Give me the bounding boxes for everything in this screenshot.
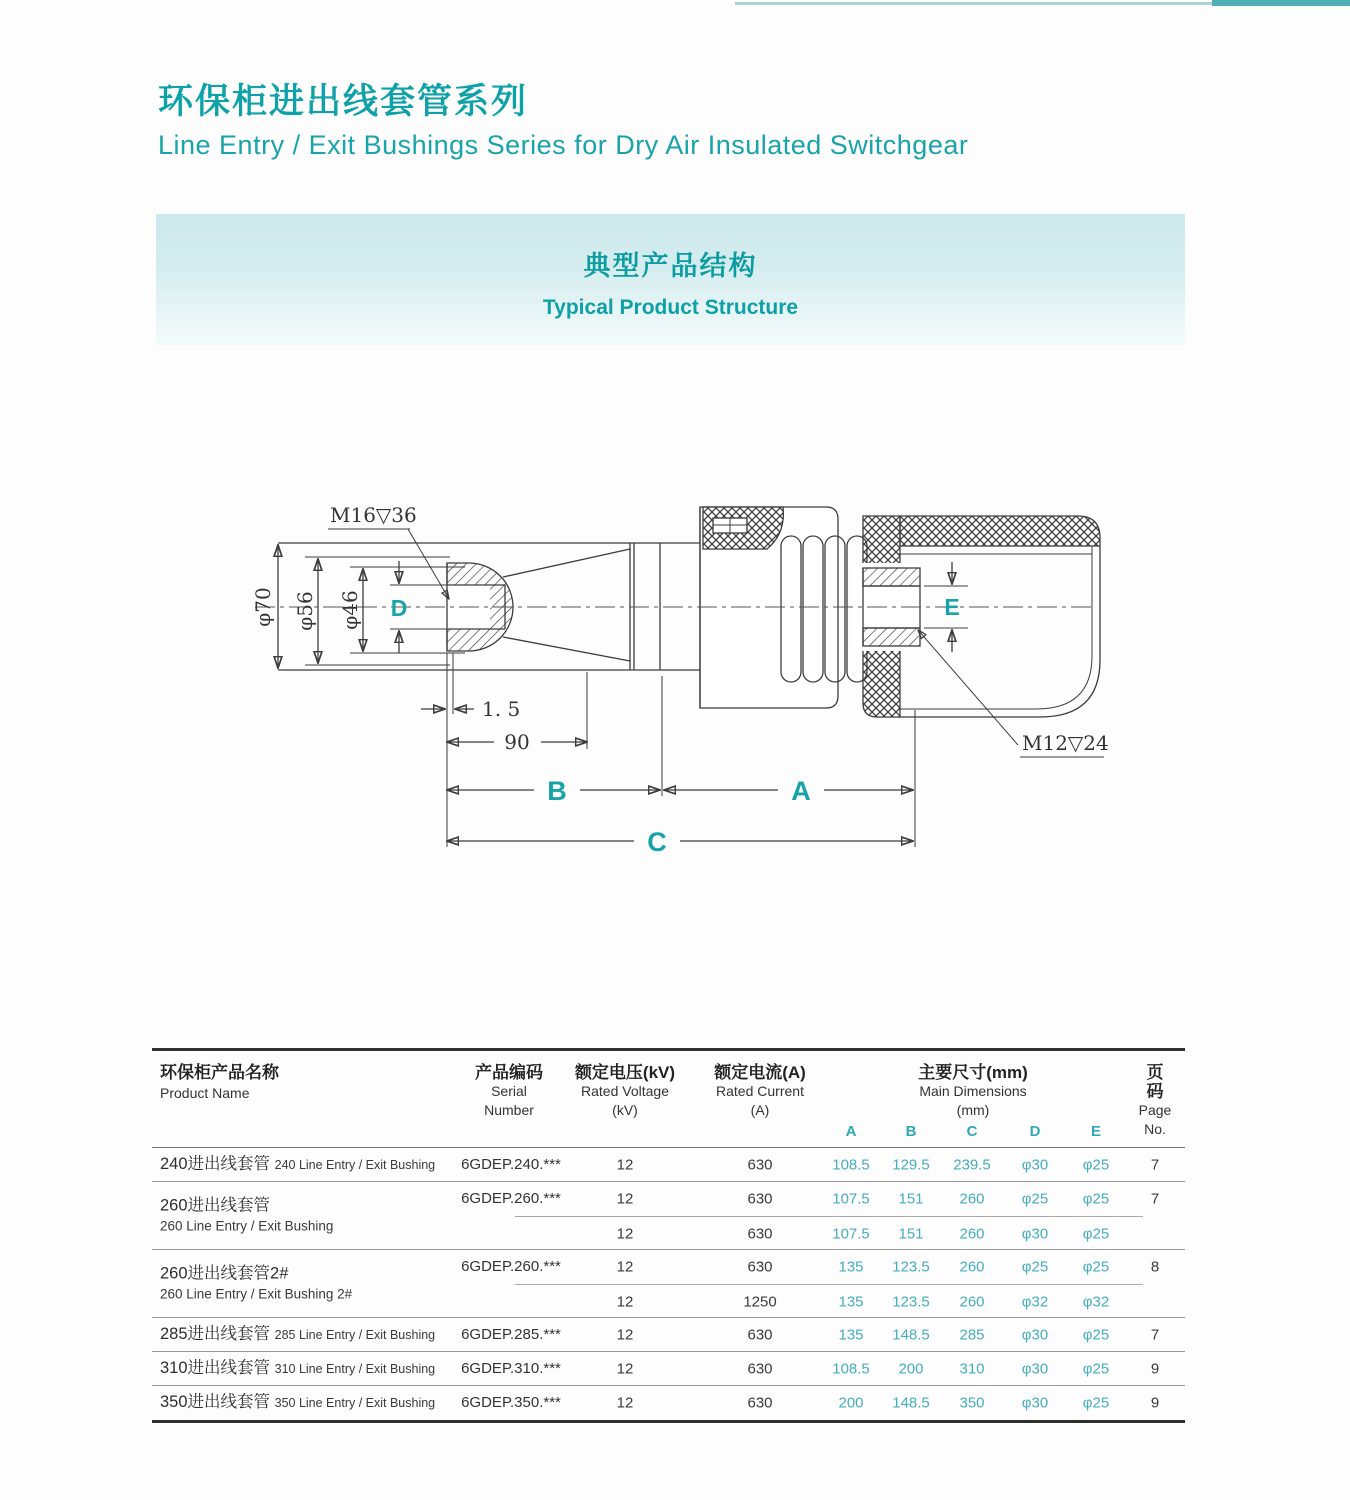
dim-label-e: E <box>944 594 960 620</box>
spec-table-body <box>152 1148 1185 1420</box>
page-cell: 7 <box>1150 1156 1160 1174</box>
dim-b-cell: 123.5 <box>892 1293 930 1310</box>
technical-drawing <box>150 430 1190 880</box>
dim-label-a: A <box>791 776 811 806</box>
callout-m12: M12▽24 <box>1022 731 1109 755</box>
header-serial: 产品编码 Serial Number <box>475 1063 543 1118</box>
current-cell: 630 <box>747 1156 773 1174</box>
header-page: 页码 Page No. <box>1138 1063 1172 1137</box>
header-product-name: 环保柜产品名称 Product Name <box>160 1063 279 1101</box>
top-border-accent <box>1212 0 1350 6</box>
table-row-group <box>152 1352 1185 1386</box>
product-name-en: 260 Line Entry / Exit Bushing 2# <box>160 1286 353 1301</box>
current-cell: 630 <box>747 1258 773 1276</box>
voltage-cell: 12 <box>616 1258 634 1276</box>
subrows <box>515 1386 1185 1420</box>
dim-c-cell: 285 <box>959 1326 985 1344</box>
dim-c-cell: 260 <box>959 1190 985 1208</box>
subrows <box>515 1250 1185 1318</box>
dim-c-cell: 350 <box>959 1394 985 1412</box>
product-name-zh: 350进出线套管 <box>160 1393 275 1411</box>
dim-d-cell: φ25 <box>1021 1258 1049 1276</box>
dim-d-cell: φ30 <box>1021 1156 1049 1174</box>
dim-dia70: φ70 <box>251 587 275 627</box>
dim-d-cell: φ25 <box>1021 1190 1049 1208</box>
serial-cell: 6GDEP.310.*** <box>461 1360 561 1377</box>
dim-b-cell: 148.5 <box>892 1326 930 1344</box>
dim-d-cell: φ32 <box>1021 1293 1049 1310</box>
product-name-en: 310 Line Entry / Exit Bushing <box>274 1361 436 1376</box>
table-row <box>515 1182 1160 1216</box>
current-cell: 630 <box>747 1360 773 1378</box>
dim-c-cell: 239.5 <box>953 1156 991 1174</box>
table-row <box>515 1352 1160 1386</box>
product-name-en: 350 Line Entry / Exit Bushing <box>274 1396 436 1410</box>
dim-c-cell: 260 <box>959 1258 985 1276</box>
dim-e-cell: φ25 <box>1082 1394 1110 1412</box>
voltage-cell: 12 <box>616 1360 634 1378</box>
voltage-cell: 12 <box>616 1190 634 1208</box>
header-dim-d: D <box>1029 1123 1041 1140</box>
banner-title-zh: 典型产品结构 <box>583 251 758 281</box>
table-row <box>515 1318 1160 1352</box>
serial-cell: 6GDEP.260.*** <box>461 1258 561 1275</box>
callout-m16: M16▽36 <box>330 503 417 527</box>
dim-e-cell: φ25 <box>1082 1258 1110 1276</box>
product-name-zh: 260进出线套管 <box>160 1196 271 1214</box>
page-title-en: Line Entry / Exit Bushings Series for Dry Air Insulated Switchgear <box>158 130 969 160</box>
subrows <box>515 1318 1185 1352</box>
page-cell: 8 <box>1150 1258 1160 1276</box>
subrows <box>515 1352 1185 1386</box>
page-cell: 9 <box>1150 1360 1160 1378</box>
dim-a-cell: 135 <box>838 1293 864 1310</box>
dim-90: 90 <box>504 730 530 754</box>
voltage-cell: 12 <box>616 1293 634 1310</box>
dim-e-cell: φ25 <box>1082 1326 1110 1344</box>
page-cell: 9 <box>1150 1394 1160 1412</box>
dim-label-c: C <box>647 827 667 857</box>
banner-title-en: Typical Product Structure <box>542 296 799 319</box>
dim-e-cell: φ25 <box>1082 1360 1110 1378</box>
product-name-zh: 310进出线套管 <box>160 1358 275 1377</box>
header-dim-c: C <box>966 1123 978 1140</box>
dim-b-cell: 151 <box>898 1190 924 1208</box>
table-row-group <box>152 1386 1185 1420</box>
dim-e-cell: φ25 <box>1082 1225 1110 1242</box>
dim-b-cell: 148.5 <box>892 1394 930 1412</box>
dim-b-cell: 129.5 <box>892 1156 930 1174</box>
product-name-en: 260 Line Entry / Exit Bushing <box>160 1218 334 1233</box>
header-voltage: 额定电压(kV) Rated Voltage (kV) <box>574 1063 676 1118</box>
dim-dia56: φ56 <box>293 591 317 631</box>
dim-a-cell: 107.5 <box>832 1225 870 1242</box>
current-cell: 630 <box>747 1225 773 1242</box>
dim-label-b: B <box>547 776 567 806</box>
dim-b-cell: 200 <box>898 1360 924 1378</box>
table-row <box>515 1148 1160 1182</box>
dim-c-cell: 310 <box>959 1360 985 1378</box>
dim-label-d: D <box>390 595 408 621</box>
serial-cell: 6GDEP.260.*** <box>461 1190 561 1207</box>
spec-table <box>152 1048 1185 1423</box>
current-cell: 630 <box>747 1190 773 1208</box>
header-dim-b: B <box>905 1123 917 1140</box>
table-row-group <box>152 1148 1185 1182</box>
dim-e-cell: φ32 <box>1082 1293 1110 1310</box>
subrows <box>515 1182 1185 1250</box>
dim-c-cell: 260 <box>959 1225 985 1242</box>
dim-a-cell: 135 <box>838 1326 864 1344</box>
dim-d-cell: φ30 <box>1021 1326 1049 1344</box>
current-cell: 630 <box>747 1326 773 1344</box>
dim-d-cell: φ30 <box>1021 1360 1049 1378</box>
product-name-zh: 240进出线套管 <box>160 1154 275 1173</box>
header-current: 额定电流(A) Rated Current (A) <box>714 1063 806 1118</box>
section-banner <box>156 214 1185 346</box>
dim-1-5: 1. 5 <box>482 697 521 721</box>
voltage-cell: 12 <box>616 1225 634 1242</box>
dim-e-cell: φ25 <box>1082 1190 1110 1208</box>
voltage-cell: 12 <box>616 1156 634 1174</box>
dim-b-cell: 151 <box>898 1225 924 1242</box>
dim-a-cell: 107.5 <box>832 1190 870 1208</box>
table-row-group <box>152 1250 1185 1318</box>
dim-dia46: φ46 <box>338 590 362 630</box>
dim-a-cell: 108.5 <box>832 1156 870 1174</box>
serial-cell: 6GDEP.350.*** <box>461 1394 561 1411</box>
table-row <box>515 1250 1160 1284</box>
dim-d-cell: φ30 <box>1021 1225 1049 1242</box>
header-dimensions: 主要尺寸(mm) Main Dimensions (mm) <box>918 1063 1028 1118</box>
current-cell: 630 <box>747 1394 773 1412</box>
serial-cell: 6GDEP.285.*** <box>461 1326 561 1343</box>
voltage-cell: 12 <box>616 1326 634 1344</box>
dim-c-cell: 260 <box>959 1293 985 1310</box>
table-row-group <box>152 1318 1185 1352</box>
header-dim-a: A <box>845 1123 857 1140</box>
product-name-en: 285 Line Entry / Exit Bushing <box>274 1327 436 1342</box>
dim-e-cell: φ25 <box>1082 1156 1110 1174</box>
dim-a-cell: 135 <box>838 1258 864 1276</box>
table-row-group <box>152 1182 1185 1250</box>
product-name-zh: 285进出线套管 <box>160 1324 275 1343</box>
table-row <box>515 1216 1143 1250</box>
page-cell: 7 <box>1150 1326 1160 1344</box>
dim-a-cell: 108.5 <box>832 1360 870 1378</box>
table-row <box>515 1284 1143 1318</box>
header-dim-e: E <box>1090 1123 1102 1140</box>
voltage-cell: 12 <box>616 1394 634 1412</box>
product-name-zh: 260进出线套管2# <box>160 1264 289 1282</box>
page-cell: 7 <box>1150 1190 1160 1208</box>
serial-cell: 6GDEP.240.*** <box>461 1156 561 1173</box>
product-name-en: 240 Line Entry / Exit Bushing <box>274 1157 436 1172</box>
page-title-zh: 环保柜进出线套管系列 <box>158 82 529 121</box>
dim-b-cell: 123.5 <box>892 1258 930 1276</box>
dim-d-cell: φ30 <box>1021 1394 1049 1412</box>
current-cell: 1250 <box>743 1293 777 1310</box>
subrows <box>515 1148 1185 1182</box>
dim-a-cell: 200 <box>838 1394 864 1412</box>
spec-table-header <box>152 1048 1185 1148</box>
table-row <box>515 1386 1160 1420</box>
